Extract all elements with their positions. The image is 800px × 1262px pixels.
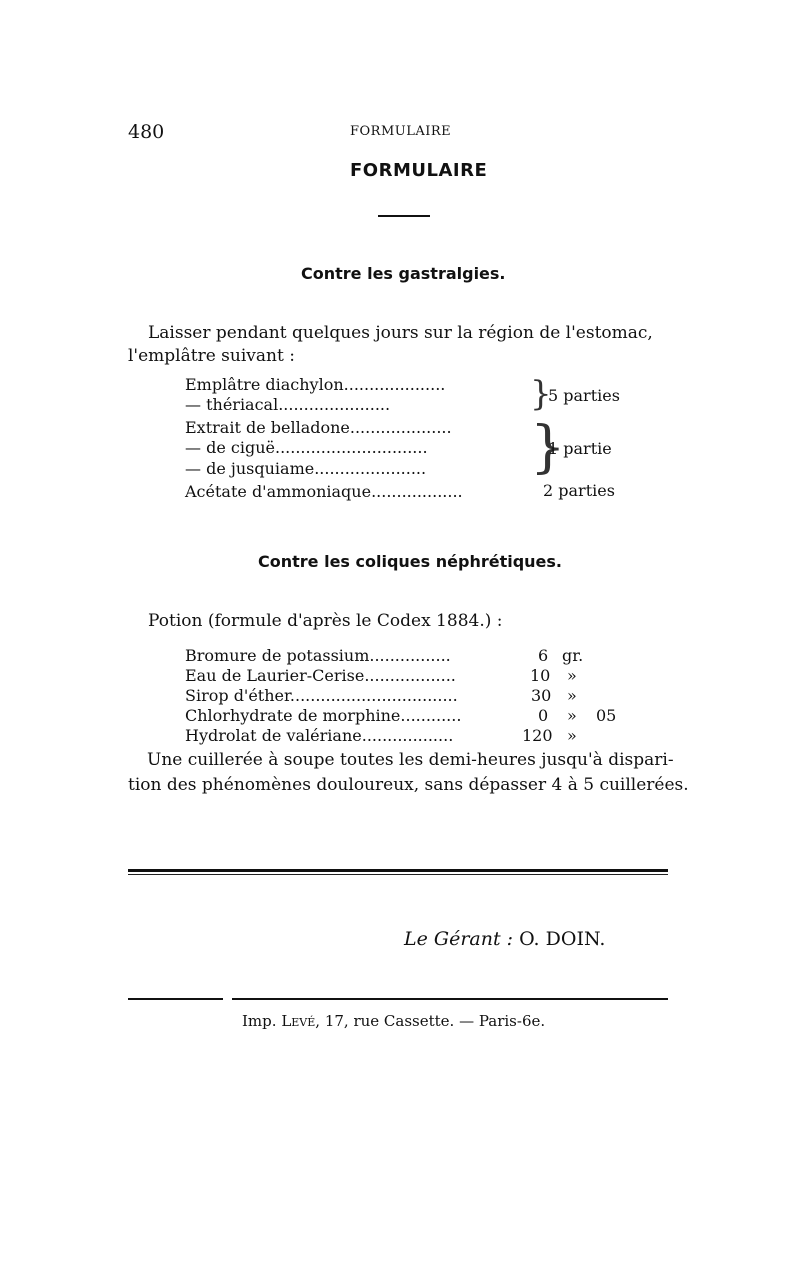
imprint-address: 17, rue Cassette. — Paris-6e.: [324, 1012, 546, 1030]
quantity-label: 2 parties: [543, 481, 615, 500]
ingredient-line: — de jusquiame......................: [185, 459, 427, 478]
page-number: 480: [128, 121, 165, 143]
section2-intro: Potion (formule d'après le Codex 1884.) :: [148, 611, 503, 631]
brace-symbol: }: [530, 374, 552, 414]
potion-ingredient: Chlorhydrate de morphine............: [185, 706, 462, 725]
potion-extra: 05: [596, 706, 617, 725]
section1-intro-line1: Laisser pendant quelques jours sur la région de l'estomac,: [148, 323, 653, 343]
potion-unit: »: [567, 706, 577, 725]
gerant-name: O. DOIN.: [519, 928, 606, 950]
imprint-line: [242, 1012, 545, 1030]
section-heading-gastralgies: Contre les gastralgies.: [301, 264, 506, 283]
potion-ingredient: Hydrolat de valériane..................: [185, 726, 454, 745]
quantity-label: 5 parties: [548, 386, 620, 405]
section-heading-coliques: Contre les coliques néphrétiques.: [258, 552, 563, 571]
bottom-rule-right: [232, 998, 668, 1000]
quantity-label: 1 partie: [548, 439, 612, 458]
divider-rule-thin: [128, 874, 668, 875]
title-divider: [378, 215, 430, 217]
dosage-line1: Une cuillerée à soupe toutes les demi-heures jusqu'à dispari-: [147, 750, 674, 770]
gerant-signature: [404, 928, 605, 950]
potion-quantity: 10: [530, 666, 551, 685]
dosage-line2: tion des phénomènes douloureux, sans dépasser 4 à 5 cuillerées.: [128, 775, 689, 795]
brace-symbol: }: [530, 415, 566, 480]
potion-ingredient: Sirop d'éther.................................: [185, 686, 458, 705]
potion-quantity: 0: [538, 706, 549, 725]
running-title: FORMULAIRE: [350, 124, 452, 139]
ingredient-line: Emplâtre diachylon....................: [185, 375, 446, 394]
divider-rule-thick: [128, 869, 668, 872]
ingredient-line: — thériacal......................: [185, 395, 391, 414]
potion-quantity: 6: [538, 646, 549, 665]
potion-unit: »: [567, 666, 577, 685]
imprint-name: Levé,: [281, 1012, 321, 1030]
section1-intro-line2: l'emplâtre suivant :: [128, 346, 295, 366]
ingredient-line: — de ciguë..............................: [185, 438, 428, 457]
potion-quantity: 120: [522, 726, 553, 745]
potion-ingredient: Bromure de potassium................: [185, 646, 451, 665]
page-title: FORMULAIRE: [350, 160, 488, 181]
ingredient-line: Extrait de belladone....................: [185, 418, 452, 437]
imprint-prefix: Imp.: [242, 1012, 277, 1030]
potion-quantity: 30: [531, 686, 552, 705]
gerant-label: Le Gérant :: [404, 928, 514, 950]
potion-unit: »: [567, 686, 577, 705]
potion-unit: gr.: [562, 646, 584, 665]
potion-ingredient: Eau de Laurier-Cerise..................: [185, 666, 456, 685]
ingredient-line: Acétate d'ammoniaque..................: [185, 482, 463, 501]
bottom-rule-left: [128, 998, 223, 1000]
potion-unit: »: [567, 726, 577, 745]
